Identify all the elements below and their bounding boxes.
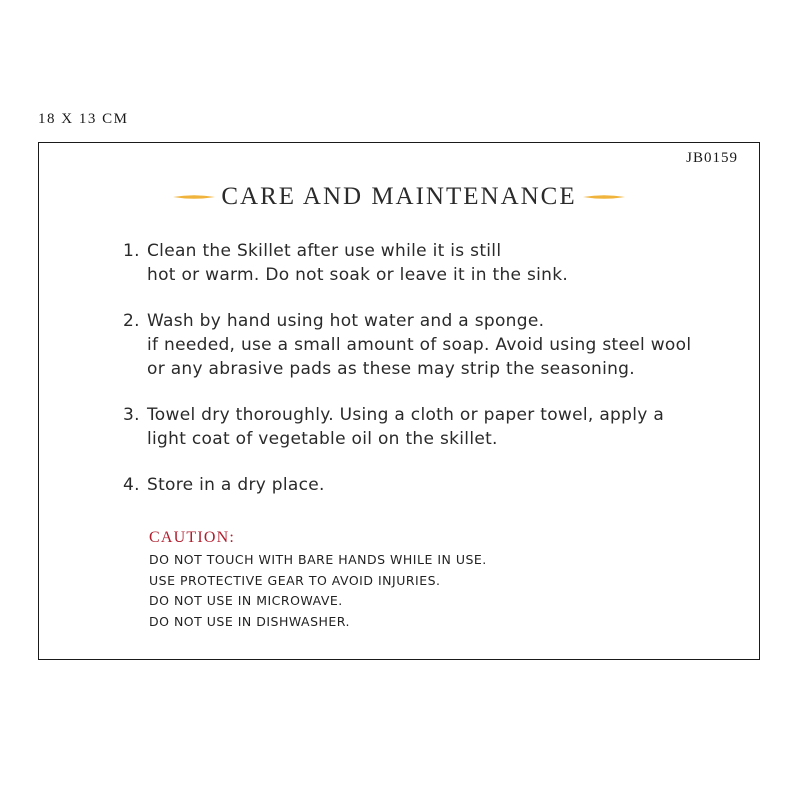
step-number: 2. bbox=[123, 311, 140, 331]
step-text bbox=[147, 473, 739, 497]
caution-heading: CAUTION: bbox=[149, 529, 236, 546]
step-line: Clean the Skillet after use while it is still bbox=[147, 241, 502, 261]
caution-line: DO NOT USE IN MICROWAVE. bbox=[149, 593, 343, 608]
step-text bbox=[147, 239, 739, 287]
care-step bbox=[123, 473, 739, 497]
step-line: if needed, use a small amount of soap. Avoid using steel wool bbox=[147, 335, 692, 355]
step-line: hot or warm. Do not soak or leave it in the sink. bbox=[147, 265, 569, 285]
product-code: JB0159 bbox=[686, 150, 738, 166]
care-step bbox=[123, 309, 739, 381]
step-text bbox=[147, 403, 739, 451]
step-line: light coat of vegetable oil on the skillet. bbox=[147, 429, 498, 449]
step-number: 1. bbox=[123, 241, 140, 261]
step-line: Towel dry thoroughly. Using a cloth or paper towel, apply a bbox=[147, 405, 665, 425]
step-line: Store in a dry place. bbox=[147, 475, 325, 495]
right-flourish-icon bbox=[583, 193, 625, 201]
care-card bbox=[38, 142, 760, 660]
step-line: Wash by hand using hot water and a sponge. bbox=[147, 311, 545, 331]
step-text bbox=[147, 309, 739, 381]
size-label: 18 X 13 CM bbox=[38, 111, 129, 127]
caution-line: DO NOT TOUCH WITH BARE HANDS WHILE IN USE. bbox=[149, 552, 487, 567]
care-steps-list bbox=[123, 239, 739, 519]
step-number: 3. bbox=[123, 405, 140, 425]
card-title: CARE AND MAINTENANCE bbox=[221, 183, 577, 210]
caution-line: USE PROTECTIVE GEAR TO AVOID INJURIES. bbox=[149, 572, 441, 588]
step-number: 4. bbox=[123, 475, 140, 495]
care-step bbox=[123, 239, 739, 287]
step-line: or any abrasive pads as these may strip the seasoning. bbox=[147, 359, 635, 379]
title-row bbox=[39, 183, 759, 211]
caution-line: DO NOT USE IN DISHWASHER. bbox=[149, 613, 351, 629]
left-flourish-icon bbox=[173, 193, 215, 201]
caution-block bbox=[149, 529, 487, 632]
care-step bbox=[123, 403, 739, 451]
